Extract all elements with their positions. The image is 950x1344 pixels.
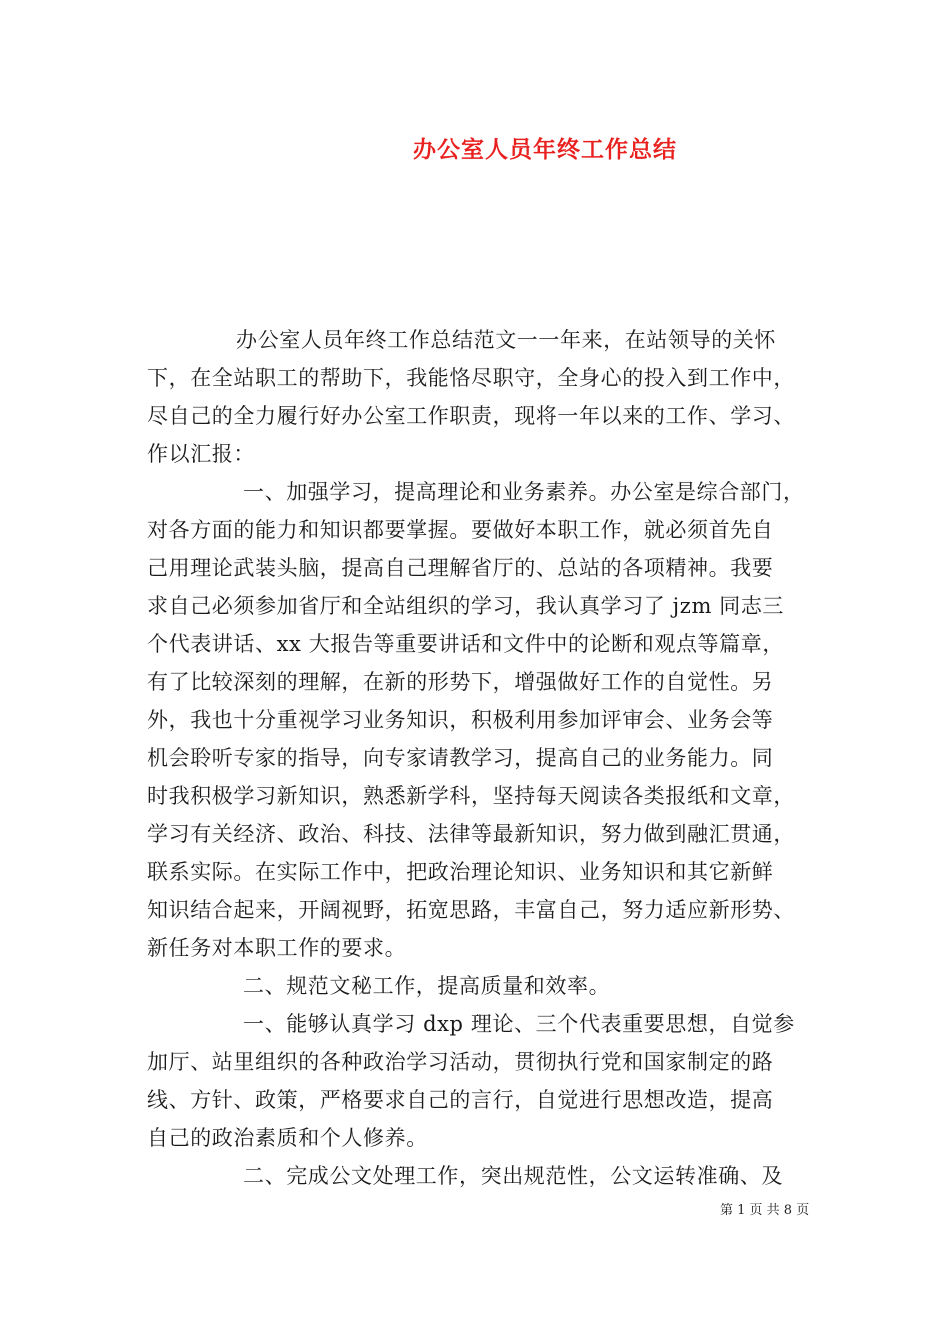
body-line: 尽自己的全力履行好办公室工作职责，现将一年以来的工作、学习、 bbox=[147, 404, 795, 428]
document-title: 办公室人员年终工作总结 bbox=[413, 137, 677, 163]
page-number: 第 1 页 共 8 页 bbox=[720, 1203, 810, 1218]
body-line: 机会聆听专家的指导，向专家请教学习，提高自己的业务能力。同 bbox=[147, 746, 774, 770]
body-line: 加厅、站里组织的各种政治学习活动，贯彻执行党和国家制定的路 bbox=[147, 1050, 774, 1074]
body-line: 线、方针、政策，严格要求自己的言行，自觉进行思想改造，提高 bbox=[147, 1088, 774, 1112]
body-line: 外，我也十分重视学习业务知识，积极利用参加评审会、业务会等 bbox=[147, 708, 774, 732]
body-line: 学习有关经济、政治、科技、法律等最新知识，努力做到融汇贯通， bbox=[147, 822, 795, 846]
body-line: 作以汇报： bbox=[147, 442, 255, 466]
body-line: 一、能够认真学习 dxp 理论、三个代表重要思想，自觉参 bbox=[243, 1012, 795, 1036]
body-line: 二、完成公文处理工作，突出规范性，公文运转准确、及 bbox=[243, 1164, 783, 1188]
body-line: 知识结合起来，开阔视野，拓宽思路，丰富自己，努力适应新形势、 bbox=[147, 898, 795, 922]
section-heading: 二、规范文秘工作，提高质量和效率。 bbox=[243, 974, 611, 998]
body-line: 下，在全站职工的帮助下，我能恪尽职守，全身心的投入到工作中， bbox=[147, 366, 795, 390]
body-line: 己用理论武装头脑，提高自己理解省厅的、总站的各项精神。我要 bbox=[147, 556, 774, 580]
body-line: 一、加强学习，提高理论和业务素养。办公室是综合部门， bbox=[243, 480, 805, 504]
body-line: 联系实际。在实际工作中，把政治理论知识、业务知识和其它新鲜 bbox=[147, 860, 774, 884]
body-line: 个代表讲话、xx 大报告等重要讲话和文件中的论断和观点等篇章， bbox=[147, 632, 784, 656]
body-line: 办公室人员年终工作总结范文一一年来，在站领导的关怀 bbox=[236, 328, 776, 352]
body-line: 求自己必须参加省厅和全站组织的学习，我认真学习了 jzm 同志三 bbox=[147, 594, 785, 618]
body-line: 有了比较深刻的理解，在新的形势下，增强做好工作的自觉性。另 bbox=[147, 670, 774, 694]
body-line: 对各方面的能力和知识都要掌握。要做好本职工作，就必须首先自 bbox=[147, 518, 774, 542]
body-line: 时我积极学习新知识，熟悉新学科，坚持每天阅读各类报纸和文章， bbox=[147, 784, 795, 808]
body-line: 自己的政治素质和个人修养。 bbox=[147, 1126, 428, 1150]
body-line: 新任务对本职工作的要求。 bbox=[147, 936, 407, 960]
